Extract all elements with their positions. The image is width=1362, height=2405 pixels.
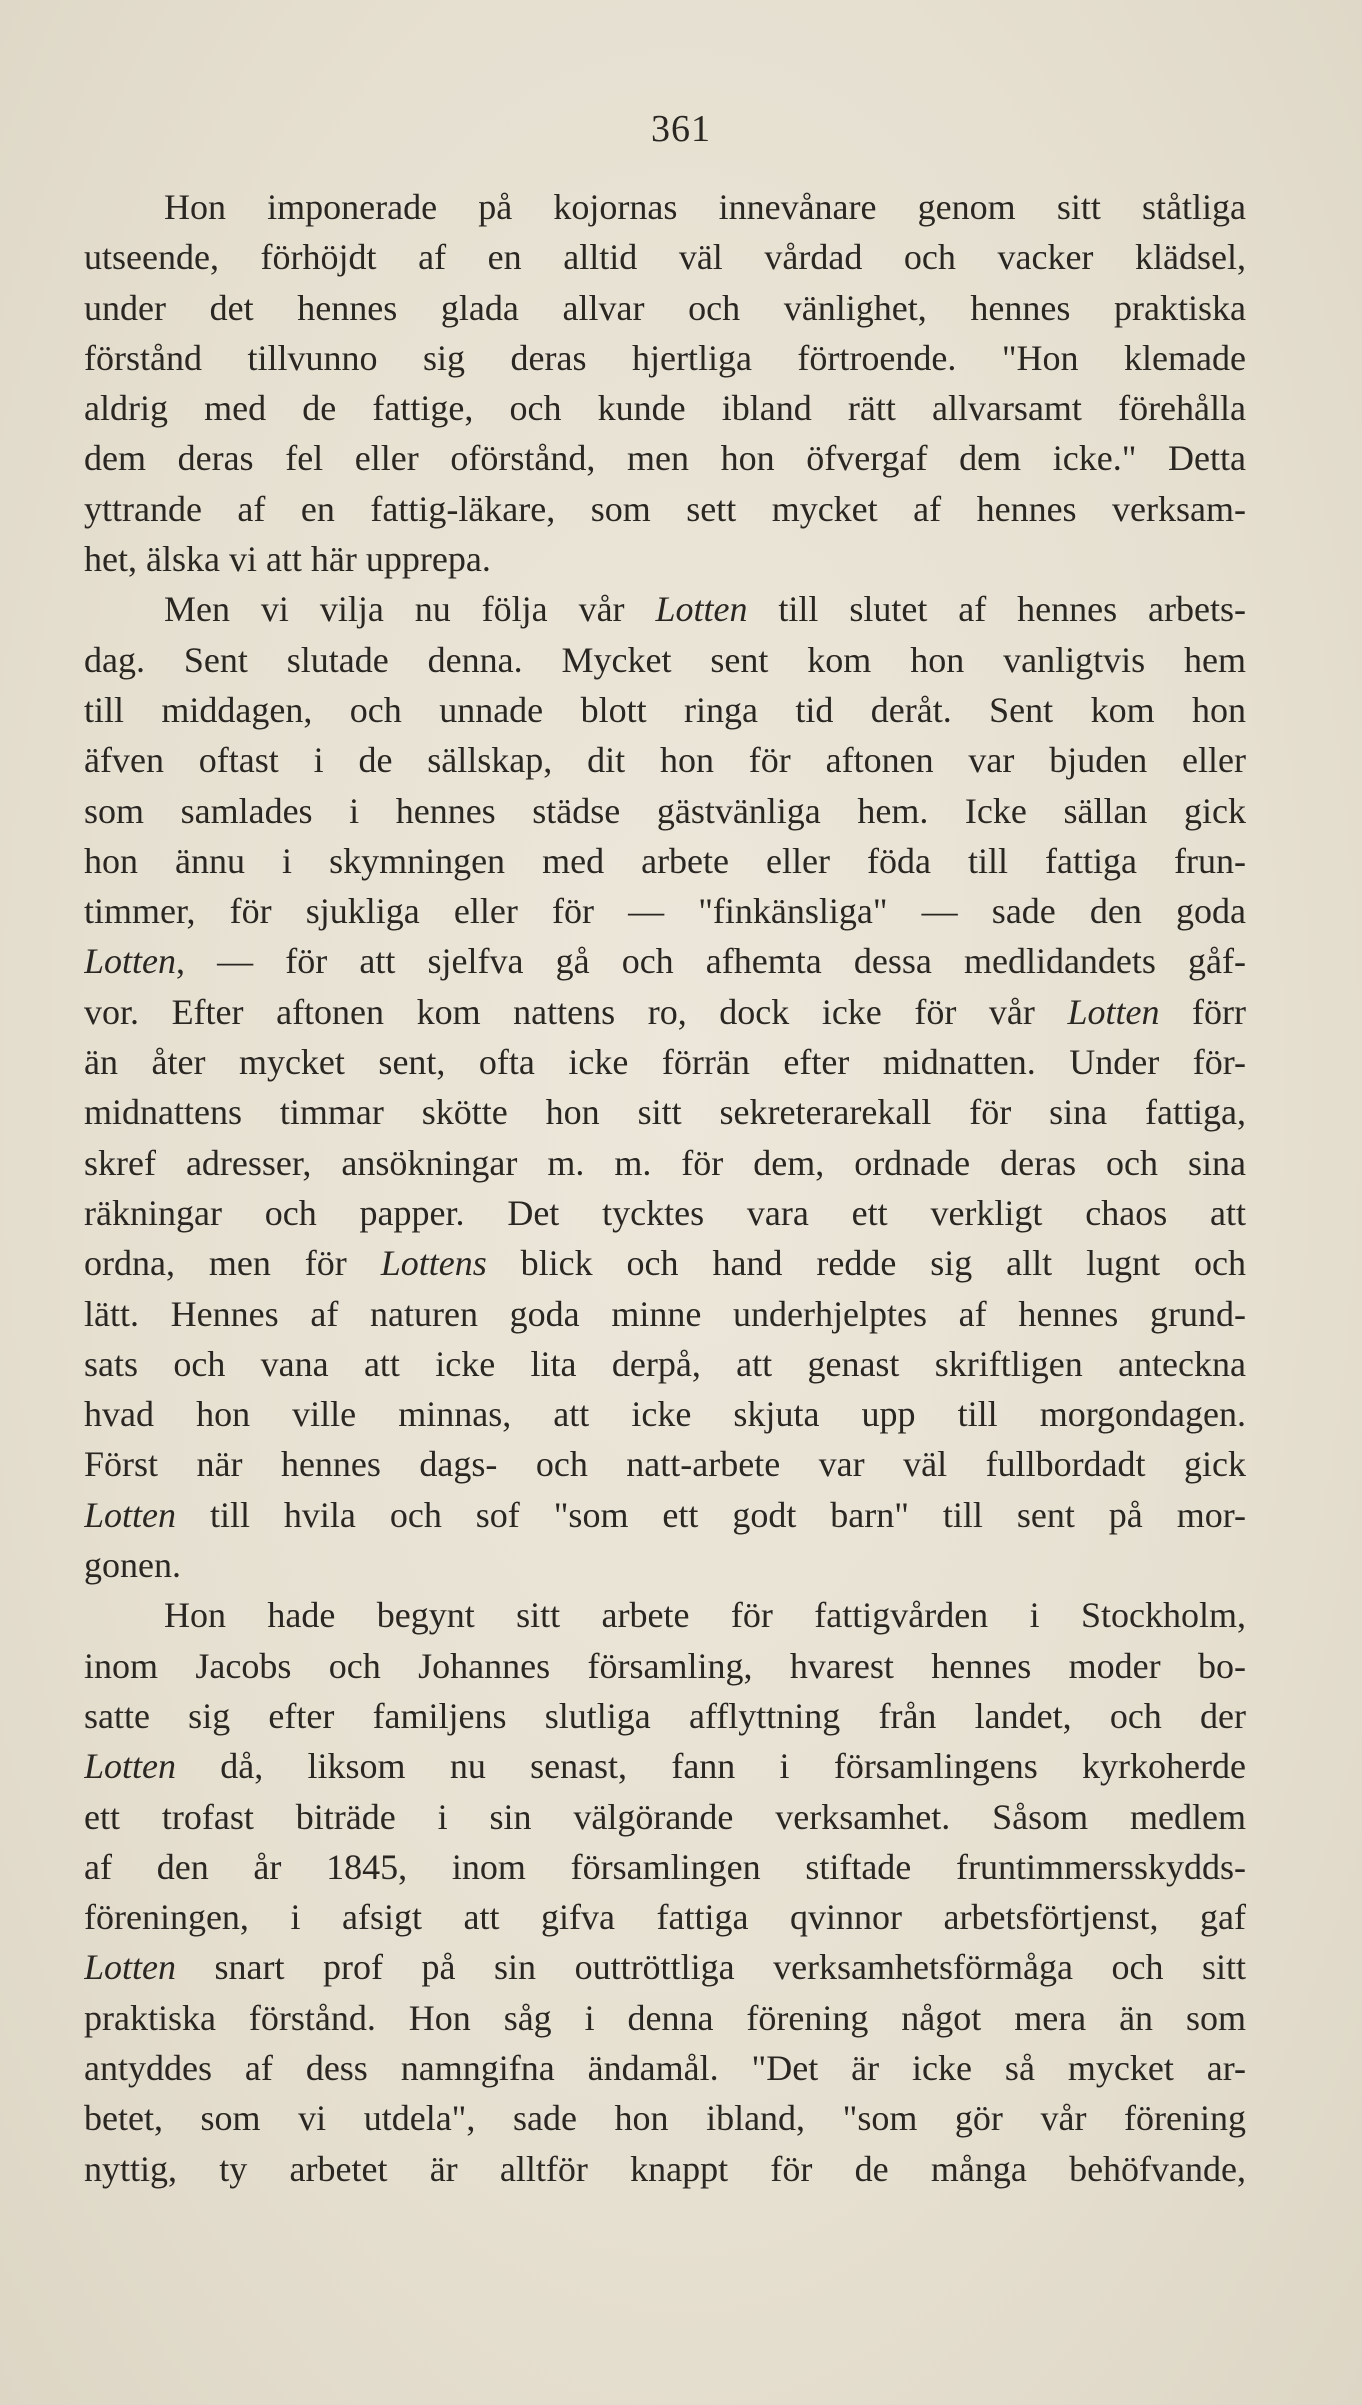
text-line: [84, 1993, 1246, 2043]
text-line: [84, 1590, 1246, 1640]
italic-name: Lotten: [1067, 991, 1160, 1032]
text-line: [84, 283, 1246, 333]
text-line: [84, 232, 1246, 282]
text-segment: som samlades i hennes städse gästvänliga hem. Icke sällan gick: [84, 790, 1246, 831]
text-line: [84, 433, 1246, 483]
text-segment: Hon imponerade på kojornas innevånare genom sitt ståtliga: [164, 187, 1246, 227]
text-segment: nyttig, ty arbetet är alltför knappt för de många behöfvande,: [84, 2148, 1246, 2189]
text-line: [84, 1490, 1246, 1540]
text-line: [84, 1691, 1246, 1741]
text-segment: Först när hennes dags- och natt-arbete var väl fullbordadt gick: [84, 1444, 1246, 1485]
text-line: [84, 1942, 1246, 1992]
text-segment: räkningar och papper. Det tycktes vara ett verkligt chaos att: [84, 1192, 1246, 1233]
text-line: [84, 1238, 1246, 1288]
text-line: [84, 786, 1246, 836]
text-line: [84, 1037, 1246, 1087]
text-segment: timmer, för sjukliga eller för — "finkänsliga" — sade den goda: [84, 891, 1246, 932]
text-segment: dem deras fel eller oförstånd, men hon öfvergaf dem icke." Detta: [84, 438, 1246, 479]
text-segment: lätt. Hennes af naturen goda minne underhjelptes af hennes grund-: [84, 1293, 1246, 1334]
text-segment: till slutet af hennes arbets-: [747, 589, 1246, 630]
italic-name: Lottens: [380, 1243, 487, 1284]
italic-name: Lotten: [84, 1746, 177, 1787]
text-line: [84, 1339, 1246, 1389]
text-segment: Hon hade begynt sitt arbete för fattigvården i Stockholm,: [164, 1595, 1246, 1636]
text-segment: vor. Efter aftonen kom nattens ro, dock icke för vår: [84, 991, 1068, 1032]
text-segment: sats och vana att icke lita derpå, att genast skriftligen anteckna: [84, 1343, 1246, 1384]
text-segment: satte sig efter familjens slutliga afflyttning från landet, och der: [84, 1695, 1246, 1736]
text-segment: inom Jacobs och Johannes församling, hvarest hennes moder bo-: [84, 1645, 1246, 1686]
text-segment: het, älska vi att här upprepa.: [84, 539, 491, 580]
text-line: [84, 2144, 1246, 2194]
text-segment: förr: [1159, 991, 1246, 1032]
body-text: [84, 182, 1246, 2194]
italic-name: Lotten: [655, 589, 748, 630]
text-segment: dag. Sent slutade denna. Mycket sent kom hon vanligtvis hem: [84, 639, 1246, 680]
text-segment: då, liksom nu senast, fann i församlingens kyrkoherde: [176, 1746, 1246, 1787]
text-line: [84, 635, 1246, 685]
text-line: [84, 886, 1246, 936]
text-line: [84, 836, 1246, 886]
page-number: 361: [651, 108, 711, 150]
text-line: [84, 1540, 1246, 1590]
text-line: [84, 1138, 1246, 1188]
text-line: [84, 1741, 1246, 1791]
text-line: [84, 1892, 1246, 1942]
text-segment: skref adresser, ansökningar m. m. för dem, ordnade deras och sina: [84, 1142, 1246, 1183]
text-segment: midnattens timmar skötte hon sitt sekreterarekall för sina fattiga,: [84, 1092, 1246, 1133]
text-line: [84, 1188, 1246, 1238]
text-segment: gonen.: [84, 1545, 181, 1586]
text-line: [84, 333, 1246, 383]
text-line: [84, 1389, 1246, 1439]
text-line: [84, 484, 1246, 534]
text-line: [84, 936, 1246, 986]
text-segment: under det hennes glada allvar och vänlighet, hennes praktiska: [84, 287, 1246, 328]
text-line: [84, 1641, 1246, 1691]
text-line: [84, 735, 1246, 785]
text-line: [84, 584, 1246, 634]
text-segment: äfven oftast i de sällskap, dit hon för aftonen var bjuden eller: [84, 740, 1246, 781]
text-line: [84, 1792, 1246, 1842]
text-segment: till hvila och sof "som ett godt barn" till sent på mor-: [176, 1494, 1246, 1535]
text-line: [84, 1289, 1246, 1339]
text-segment: förstånd tillvunno sig deras hjertliga förtroende. "Hon klemade: [84, 337, 1246, 378]
text-segment: af den år 1845, inom församlingen stiftade fruntimmersskydds-: [84, 1846, 1246, 1887]
italic-name: Lotten: [84, 941, 177, 982]
text-segment: praktiska förstånd. Hon såg i denna förening något mera än som: [84, 1997, 1246, 2038]
italic-name: Lotten: [84, 1494, 177, 1535]
text-segment: ett trofast biträde i sin välgörande verksamhet. Såsom medlem: [84, 1796, 1246, 1837]
text-segment: snart prof på sin outtröttliga verksamhetsförmåga och sitt: [176, 1947, 1246, 1988]
text-line: [84, 182, 1246, 232]
text-segment: yttrande af en fattig-läkare, som sett mycket af hennes verksam-: [84, 488, 1246, 529]
text-line: [84, 383, 1246, 433]
text-line: [84, 1087, 1246, 1137]
text-segment: antyddes af dess namngifna ändamål. "Det är icke så mycket ar-: [84, 2047, 1246, 2088]
text-segment: blick och hand redde sig allt lugnt och: [486, 1243, 1246, 1284]
text-segment: aldrig med de fattige, och kunde ibland rätt allvarsamt förehålla: [84, 388, 1246, 429]
text-segment: hon ännu i skymningen med arbete eller föda till fattiga frun-: [84, 840, 1246, 881]
text-segment: utseende, förhöjdt af en alltid väl vårdad och vacker klädsel,: [84, 237, 1246, 278]
text-line: [84, 534, 1246, 584]
text-segment: än åter mycket sent, ofta icke förrän efter midnatten. Under för-: [84, 1042, 1246, 1083]
italic-name: Lotten: [84, 1947, 177, 1988]
text-line: [84, 685, 1246, 735]
text-segment: hvad hon ville minnas, att icke skjuta upp till morgondagen.: [84, 1394, 1246, 1435]
text-segment: betet, som vi utdela", sade hon ibland, "som gör vår förening: [84, 2098, 1246, 2139]
text-line: [84, 1842, 1246, 1892]
text-line: [84, 987, 1246, 1037]
text-segment: till middagen, och unnade blott ringa tid deråt. Sent kom hon: [84, 689, 1246, 730]
text-line: [84, 2093, 1246, 2143]
text-segment: Men vi vilja nu följa vår: [164, 589, 656, 630]
text-segment: föreningen, i afsigt att gifva fattiga qvinnor arbetsförtjenst, gaf: [84, 1897, 1246, 1938]
text-line: [84, 1439, 1246, 1489]
text-segment: ordna, men för: [84, 1243, 381, 1284]
text-segment: , — för att sjelfva gå och afhemta dessa medlidandets gåf-: [176, 941, 1246, 982]
text-line: [84, 2043, 1246, 2093]
